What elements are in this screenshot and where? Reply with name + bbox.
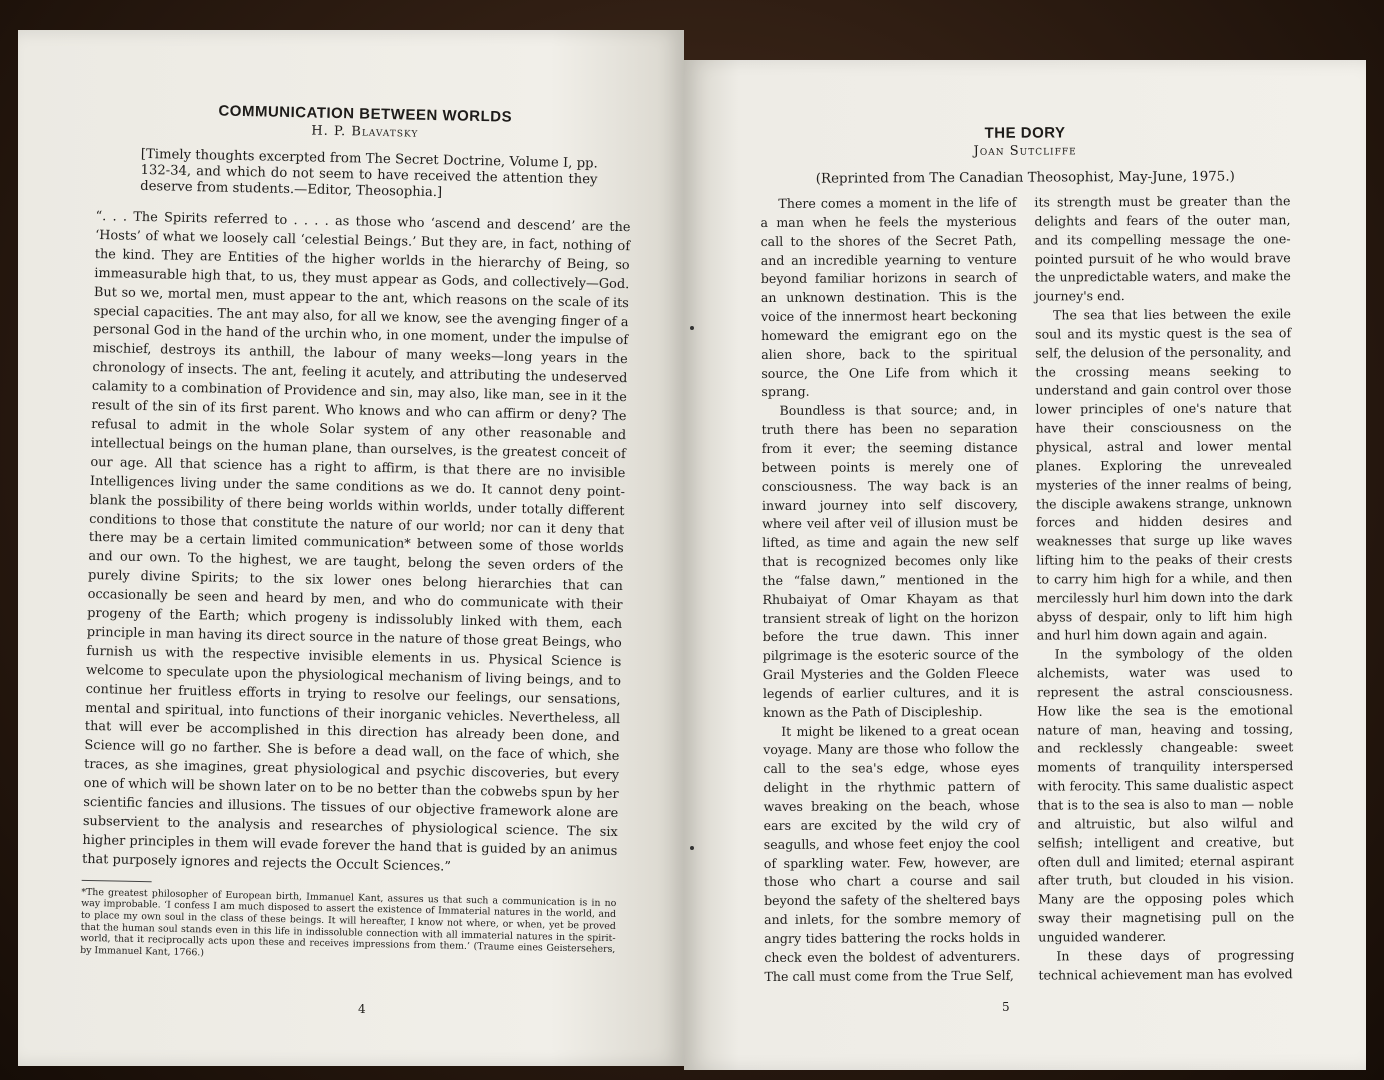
article-intro-right: (Reprinted from The Canadian Theosophist, May-June, 1975.) <box>815 169 1235 187</box>
paragraph: Boundless is that source; and, in truth there has been no separation from it ever; the seeming distance between points is merely one of consciousness. The way back is an inward journey into self discovery, where veil after veil of illusion must be lifted, as time and again the new self that is recognized becomes only like the “false dawn,” mentioned in the Rhubaiyat of Omar Khayam as that transient streak of light on the horizon before the true dawn. This inner pilgrimage is the esoteric source of the Grail Mysteries and the Golden Fleece legends of earlier cultures, and it is known as the Path of Discipleship. <box>761 401 1020 720</box>
paragraph: It might be likened to a great ocean voyage. Many are those who follow the call to the sea's edge, whose eyes delight in the rhythmic pattern of waves breaking on the beach, whose ears are excited by the wild cry of seagulls, and whose feet enjoy the cool of sparkling water. Few, however, are those who chart a course and sail beyond the safety of the sheltered bays and inlets, for the sombre memory of angry tides battering the rocks holds in check even the boldest of adventurers. The call must come from the True Self, <box>763 722 1021 984</box>
article-title-right: THE DORY <box>984 124 1066 142</box>
text-columns <box>760 192 1294 986</box>
page-number-right: 5 <box>1002 1000 1010 1014</box>
article-author-left: H. P. Blavatsky <box>311 123 419 141</box>
left-page-content <box>80 100 633 967</box>
column-1 <box>760 194 1020 987</box>
paragraph: In these days of progressing technical achievement man has evolved <box>1038 946 1295 983</box>
staple-hole <box>690 846 694 850</box>
right-page <box>684 60 1366 1070</box>
article-body-left: “. . . The Spirits referred to . . . . as those who ‘ascend and descend’ are the ‘Hosts’ of what we loosely call ‘celestial Beings.’ But they are, in fact, nothing of the kind. They are Entities of the higher worlds in the hierarchy of Being, so immeasurable high that, to us, they must appear as Gods, and collectively—God. But so we, mortal men, must appear to the ant, which reasons on the scale of its special capacities. The ant may also, for all we know, see the avenging finger of a personal God in the hand of the urchin who, in one moment, under the impulse of mischief, destroys its anthill, the labour of many weeks—long years in the chronology of insects. The ant, feeling it acutely, and attributing the undeserved calamity to a combination of Providence and sin, may also, like man, see in it the result of the sin of its first parent. Who knows and who can affirm or deny? The refusal to admit in the whole Solar system of any other reasonable and intellectual beings on the human plane, than ourselves, is the greatest conceit of our age. All that science has a right to affirm, is that there are no invisible Intelligences living under the same conditions as we do. It cannot deny point-blank the possibility of there being worlds within worlds, under totally different conditions to those that constitute the nature of our world; nor can it deny that there may be a certain limited communication* between some of those worlds and our own. To the highest, we are taught, belong the seven orders of the purely divine Spirits; to the six lower ones belong hierarchies that can occasionally be seen and heard by men, and who do communicate with their progeny of the Earth; which progeny is indissolubly linked with them, each principle in man having its direct source in the nature of those great Beings, who furnish us with the respective invisible elements in us. Physical Science is welcome to speculate upon the physiological mechanism of living beings, and to continue her fruitless efforts in trying to resolve our feelings, our sensations, mental and spiritual, into functions of their inorganic vehicles. Nevertheless, all that will ever be accomplished in this direction has already been done, and Science will go no farther. She is before a dead wall, on the face of which, she traces, as she imagines, great physiological and psychic discoveries, but every one of which will be shown later on to be no better than the cobwebs spun by her scientific fancies and illusions. The tissues of our objective framework alone are subservient to the analysis and researches of physiological science. The six higher principles in them will evade forever the hand that is guided by an animus that purposely ignores and rejects the Occult Sciences.” <box>81 208 631 875</box>
column-2 <box>1034 192 1294 985</box>
paragraph: In the symbology of the olden alchemists, water was used to represent the astral consciousness. How like the sea is the emotional nature of man, heaving and tossing, and recklessly changeable: sweet moments of tranquility interspersed with ferocity. This same dualistic aspect that is to the sea is also to man — noble and altruistic, but also wilful and selfish; intelligent and creative, but often dull and limited; eternal aspirant after truth, but clouded in his vision. Many are the opposing poles which sway their magnetising pull on the unguided wanderer. <box>1036 645 1295 945</box>
footnote: *The greatest philosopher of European birth, Immanuel Kant, assures us that such a communication is in no way improbable. ‘I confess I am much disposed to assert the existence of Immaterial natures in the world, and to place my own soul in the class of these beings. It will hereafter, I know not where, or when, yet be proved that the human soul stands even in this life in indissoluble connection with all immaterial natures in the spirit-world, that it reciprocally acts upon these and receives impressions from them.’ (Traume eines Geistersehers, by Immanuel Kant, 1766.) <box>80 886 617 959</box>
page-number-left: 4 <box>358 1002 366 1016</box>
article-author-right: Joan Sutcliffe <box>973 143 1077 159</box>
paragraph: The sea that lies between the exile soul and its mystic quest is the sea of self, the delusion of the personality, and the crossing means seeking to understand and gain control over those lower principles of one's nature that have their consciousness on the physical, astral and lower mental planes. Exploring the unrevealed mysteries of the inner realms of being, the disciple awakens strange, unknown forces and hidden desires and weaknesses that surge up like waves lifting him to the peaks of their crests to carry him high for a while, and then mercilessly hurl him down into the dark abyss of despair, only to lift him high and hurl him down again and again. <box>1035 306 1293 643</box>
right-page-content <box>760 123 1294 986</box>
article-title-left: COMMUNICATION BETWEEN WORLDS <box>218 102 513 126</box>
paragraph: its strength must be greater than the delights and fears of the outer man, and its compelling message the one-pointed pursuit of he who would brave the unpredictable waters, and make the journey's end. <box>1034 193 1291 304</box>
paragraph: There comes a moment in the life of a man when he feels the mysterious call to the shores of the Secret Path, and an incredible yearning to venture beyond familiar horizons in search of an unknown destination. This is the voice of the innermost heart beckoning homeward the emigrant ego on the alien shore, back to the spiritual source, the One Life from which it sprang. <box>760 194 1018 400</box>
left-page <box>18 30 684 1066</box>
staple-hole <box>690 326 694 330</box>
article-intro-left: [Timely thoughts excerpted from The Secret Doctrine, Volume I, pp. 132-34, and which do not seem to have received the attention they deserve from students.—Editor, Theosophia.] <box>140 146 598 201</box>
footnote-rule <box>82 880 152 882</box>
